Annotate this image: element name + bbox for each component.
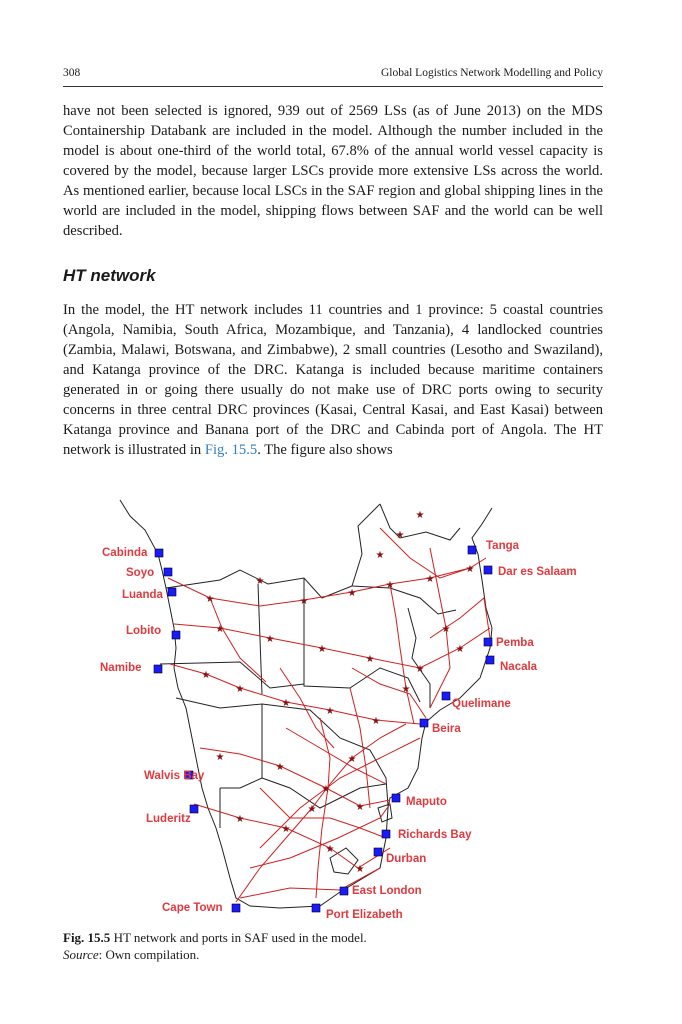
running-title: Global Logistics Network Modelling and Policy <box>381 67 603 79</box>
svg-text:★: ★ <box>281 824 291 835</box>
paragraph-1: have not been selected is ignored, 939 out of 2569 LSs (as of June 2013) on the MDS Containership Databank are included in the model. Although the number included in the model is about one-third of the world total, 67.8% of the annual world vessel capacity is covered by the model, because larger LSCs provide more extensive LSs across the world. As mentioned earlier, because local LSCs in the SAF region and global shipping lines in the world are included in the model, shipping flows between SAF and the world can be well described. <box>63 103 603 239</box>
svg-text:★: ★ <box>395 530 405 541</box>
running-header <box>63 64 603 87</box>
paragraph-2-text-end: . The figure also shows <box>257 442 393 458</box>
caption-label: Fig. 15.5 <box>63 930 111 945</box>
svg-text:★: ★ <box>385 580 395 591</box>
port-label-maputo: Maputo <box>406 796 447 808</box>
svg-text:★: ★ <box>347 588 357 599</box>
svg-text:★: ★ <box>415 664 425 675</box>
caption-source-label: Source <box>63 947 99 962</box>
port-label-tanga: Tanga <box>486 540 520 552</box>
svg-text:★: ★ <box>455 644 465 655</box>
ht-network-map <box>90 488 610 928</box>
port-label-pemba: Pemba <box>496 637 534 649</box>
port-labels <box>100 540 577 921</box>
svg-text:★: ★ <box>235 814 245 825</box>
svg-text:★: ★ <box>235 684 245 695</box>
svg-text:★: ★ <box>321 784 331 795</box>
port-label-east-london: East London <box>352 885 422 897</box>
section-heading: HT network <box>63 266 156 285</box>
port-label-beira: Beira <box>432 723 461 735</box>
svg-text:★: ★ <box>465 564 475 575</box>
svg-text:★: ★ <box>365 654 375 665</box>
port-label-luderitz: Luderitz <box>146 813 191 825</box>
svg-text:★: ★ <box>325 706 335 717</box>
port-label-cabinda: Cabinda <box>102 547 148 559</box>
svg-text:★: ★ <box>355 802 365 813</box>
svg-text:★: ★ <box>307 804 317 815</box>
port-label-quelimane: Quelimane <box>452 698 511 710</box>
page-number: 308 <box>63 67 81 79</box>
svg-text:★: ★ <box>215 624 225 635</box>
port-label-durban: Durban <box>386 853 427 865</box>
svg-text:★: ★ <box>355 864 365 875</box>
svg-text:★: ★ <box>201 670 211 681</box>
paragraph-2 <box>63 300 603 460</box>
caption-source-text: : Own compilation. <box>98 947 200 962</box>
country-borders <box>120 500 492 908</box>
svg-text:★: ★ <box>317 644 327 655</box>
svg-text:★: ★ <box>371 716 381 727</box>
figure-reference-link[interactable]: Fig. 15.5 <box>204 442 258 458</box>
svg-text:★: ★ <box>255 576 265 587</box>
svg-text:★: ★ <box>375 550 385 561</box>
port-label-walvis-bay: Walvis Bay <box>144 770 205 782</box>
svg-text:★: ★ <box>215 752 225 763</box>
figure-caption <box>63 929 603 963</box>
caption-line-1 <box>63 929 603 946</box>
svg-text:★: ★ <box>299 596 309 607</box>
svg-text:★: ★ <box>325 844 335 855</box>
port-label-nacala: Nacala <box>500 661 538 673</box>
port-label-richards-bay: Richards Bay <box>398 829 472 841</box>
svg-text:★: ★ <box>205 594 215 605</box>
port-label-dar-es-salaam: Dar es Salaam <box>498 566 577 578</box>
port-label-namibe: Namibe <box>100 662 142 674</box>
svg-text:★: ★ <box>281 698 291 709</box>
paragraph-2-text: In the model, the HT network includes 11 countries and 1 province: 5 coastal countries (Angola, Namibia, South Africa, Mozambique, and Tanzania), 4 landlocked countries (Zambia, Malawi, Botswana, and Zimbabwe), 2 small countries (Lesotho and Swaziland), and Katanga province of the DRC. Katanga is included because maritime containers generated in or going there usually do not make use of DRC ports owing to security concerns in three central DRC provinces (Kasai, Central Kasai, and East Kasai) between Katanga province and Banana port of the DRC and Cabinda port of Angola. The HT network is illustrated in <box>63 302 603 458</box>
svg-text:★: ★ <box>441 624 451 635</box>
port-label-port-elizabeth: Port Elizabeth <box>326 909 403 921</box>
port-label-luanda: Luanda <box>122 589 163 601</box>
svg-text:★: ★ <box>425 574 435 585</box>
svg-text:★: ★ <box>275 762 285 773</box>
svg-text:★: ★ <box>347 754 357 765</box>
svg-text:★: ★ <box>265 634 275 645</box>
port-label-lobito: Lobito <box>126 625 162 637</box>
caption-text: HT network and ports in SAF used in the model. <box>113 930 367 945</box>
port-label-cape-town: Cape Town <box>162 902 223 914</box>
svg-text:★: ★ <box>401 684 411 695</box>
svg-text:★: ★ <box>415 510 425 521</box>
caption-line-2 <box>63 946 603 963</box>
port-label-soyo: Soyo <box>126 567 155 579</box>
